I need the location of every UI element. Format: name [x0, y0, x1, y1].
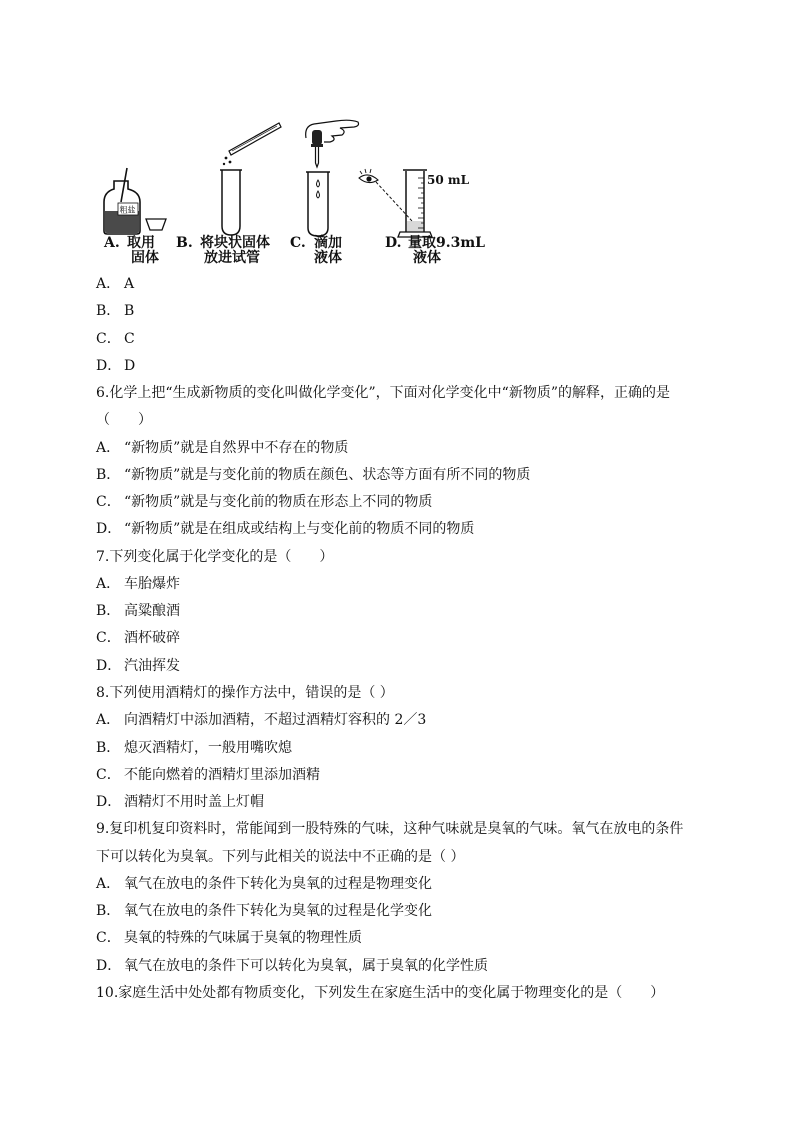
solid-chunks — [223, 157, 232, 166]
q6-stem: 6.化学上把“生成新物质的变化叫做化学变化”，下面对化学变化中“新物质”的解释，正确的是 — [96, 385, 670, 402]
bottle-label: 粗盐 — [119, 205, 136, 215]
option-label: B． — [96, 739, 121, 756]
option-label: C． — [96, 330, 121, 347]
q9-option-b — [96, 898, 716, 925]
q7-option-b — [96, 598, 716, 625]
test-tube — [222, 170, 240, 235]
q7-option-d — [96, 653, 716, 680]
q9-stem: 9.复印机复印资料时，常能闻到一股特殊的气味，这种气味就是臭氧的气味。氧气在放电的条件 — [96, 821, 684, 838]
option-label: B． — [96, 466, 121, 483]
caption-line1: 取用 — [127, 235, 155, 251]
option-label: A． — [96, 875, 121, 892]
option-text: “新物质”就是与变化前的物质在形态上不同的物质 — [124, 494, 433, 511]
option-text: 氧气在放电的条件下转化为臭氧的过程是化学变化 — [124, 903, 432, 920]
option-text: “新物质”就是与变化前的物质在颜色、状态等方面有所不同的物质 — [124, 466, 531, 483]
q7-option-a — [96, 571, 716, 598]
option-text: 高粱酿酒 — [124, 603, 180, 620]
liquid-drop — [317, 180, 320, 187]
q9-stem-continued: 下可以转化为臭氧。下列与此相关的说法中不正确的是（ ） — [96, 848, 465, 865]
option-label: D． — [96, 357, 122, 374]
q6-option-d — [96, 516, 716, 543]
dropper-bulb — [312, 130, 322, 145]
q6-option-a — [96, 435, 716, 462]
q9-option-a — [96, 871, 716, 898]
option-text: 不能向燃着的酒精灯里添加酒精 — [124, 766, 320, 783]
cylinder-liquid — [407, 221, 423, 232]
option-text: 汽油挥发 — [124, 657, 180, 674]
option-label: D． — [96, 521, 122, 538]
tweezers-prong — [232, 126, 277, 151]
panel-d-measure-liquid — [359, 169, 485, 266]
option-text: 氧气在放电的条件下转化为臭氧的过程是物理变化 — [124, 875, 432, 892]
panel-a-take-solid — [103, 168, 166, 266]
option-label: D． — [96, 794, 122, 811]
option-text: 酒杯破碎 — [124, 630, 180, 647]
q8-option-c — [96, 762, 716, 789]
q8-option-b — [96, 735, 716, 762]
caption-letter: D. — [385, 235, 402, 251]
q5-option-a — [96, 271, 716, 298]
option-text: C — [124, 330, 135, 347]
option-label: B． — [96, 903, 121, 920]
solid-chunk — [225, 157, 228, 160]
q9-option-c — [96, 925, 716, 952]
caption-line2: 固体 — [131, 250, 159, 266]
q6-option-b — [96, 462, 716, 489]
cylinder-graduations — [418, 178, 424, 228]
q6-option-c — [96, 489, 716, 516]
dropper-collar — [311, 144, 323, 147]
panel-b-add-block-solid — [176, 123, 281, 266]
option-label: A． — [96, 439, 121, 456]
q7-stem: 7.下列变化属于化学变化的是（ ） — [96, 548, 334, 565]
bottle-stopper — [146, 219, 166, 230]
q10-stem: 10.家庭生活中处处都有物质变化，下列发生在家庭生活中的变化属于物理变化的是（ ） — [96, 984, 665, 1001]
caption-line1: 将块状固体 — [200, 235, 270, 251]
lab-operations-figure — [100, 118, 492, 268]
q5-option-c — [96, 326, 716, 353]
q5-option-b — [96, 298, 716, 325]
caption-line2: 放进试管 — [204, 250, 260, 266]
option-label: A． — [96, 276, 121, 292]
questions-body — [96, 271, 716, 1007]
liquid-drop — [317, 191, 320, 198]
option-label: C． — [96, 494, 121, 511]
option-label: C． — [96, 930, 121, 947]
option-text: 臭氧的特殊的气味属于臭氧的物理性质 — [124, 930, 362, 947]
option-text: 熄灭酒精灯，一般用嘴吹熄 — [124, 739, 292, 756]
panel-c-drop-liquid — [290, 120, 359, 266]
option-text: 氧气在放电的条件下可以转化为臭氧，属于臭氧的化学性质 — [124, 957, 488, 974]
option-text: 向酒精灯中添加酒精，不超过酒精灯容积的 2／3 — [124, 712, 427, 729]
eye-lashes — [360, 169, 371, 174]
q8-option-a — [96, 707, 716, 734]
caption-line2: 液体 — [314, 250, 342, 266]
q8-option-d — [96, 789, 716, 816]
cylinder-capacity-label: 50 mL — [427, 173, 470, 187]
eye-pupil — [366, 176, 371, 181]
q9-option-d — [96, 953, 716, 980]
caption-letter: A. — [104, 235, 120, 251]
option-text: “新物质”就是自然界中不存在的物质 — [124, 439, 349, 456]
q8-stem: 8.下列使用酒精灯的操作方法中，错误的是（ ） — [96, 684, 394, 701]
option-label: A． — [96, 575, 121, 592]
option-label: C． — [96, 766, 121, 783]
option-text: 酒精灯不用时盖上灯帽 — [124, 794, 264, 811]
option-label: D． — [96, 957, 122, 974]
q5-option-d — [96, 353, 716, 380]
option-label: B． — [96, 303, 121, 320]
dropper-tube — [316, 147, 319, 167]
q6-stem-continued: （ ） — [96, 412, 152, 429]
caption-line1: 滴加 — [314, 235, 342, 251]
option-text: A — [124, 276, 135, 292]
eye-icon — [359, 169, 378, 183]
q7-option-c — [96, 625, 716, 652]
option-label: D． — [96, 657, 122, 674]
solid-chunk — [223, 163, 225, 165]
option-text: D — [124, 357, 136, 374]
option-text: B — [124, 303, 135, 320]
caption-line1: 量取9.3mL — [408, 235, 486, 251]
solid-chunk — [229, 161, 232, 164]
caption-line2: 液体 — [413, 250, 441, 266]
option-label: C． — [96, 630, 121, 647]
caption-letter: B. — [176, 235, 193, 251]
option-label: A． — [96, 712, 121, 729]
option-text: 车胎爆炸 — [124, 575, 180, 592]
caption-letter: C. — [290, 235, 306, 251]
option-text: “新物质”就是在组成或结构上与变化前的物质不同的物质 — [124, 521, 475, 538]
option-label: B． — [96, 603, 121, 620]
